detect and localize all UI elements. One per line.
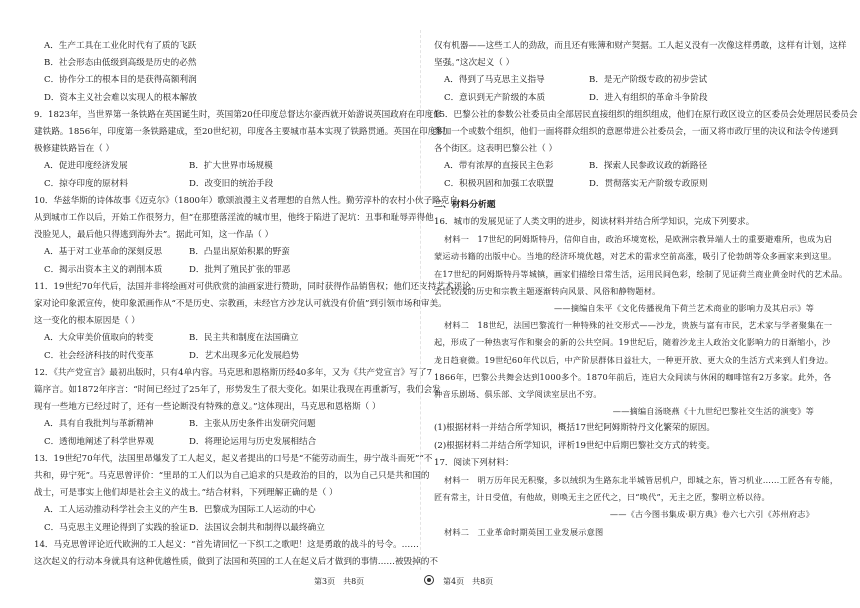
q13-option-d: D．法国议会制共和制得以最终确立	[189, 522, 325, 533]
q16-material-2-line: 龙日趋衰微。19世纪60年代以后，中产阶层群体日益壮大，一种更开放、更大众的生活方式来到人们身边。	[434, 354, 834, 365]
q11-stem-line: 家对论印象派宣传，使印象派画作从“不是历史、宗教画，未经官方沙龙认可就没有价值”到引领市场和审美。	[34, 299, 447, 310]
q17-material-1-source: ——《古今图书集成·职方典》卷六七六引《苏州府志》	[609, 509, 814, 520]
q17-material-1-line: 匠有常主，计日受值，有他故，则唤无主之匠代之，曰“唤代”，无主之匠，黎明立桥以待。	[434, 492, 770, 503]
q16-material-1-line: 去比较浅的历史和宗教主题逐渐转向风景、风俗和静物题材。	[434, 285, 661, 296]
q16-material-1-line: 材料一 17世纪的阿姆斯特丹，信仰自由，政治环境宽松，是欧洲宗教异端人士的重要避难所，也成为启	[444, 234, 833, 245]
q9-options-row	[34, 158, 416, 175]
q12-options-row	[34, 434, 416, 451]
q12-option-c: C．透彻地阐述了科学世界观	[44, 436, 154, 447]
page-number-left: 第3页 共8页	[314, 577, 365, 586]
q15-stem-line: 15．巴黎公社的参数公社委员由全部居民直接组织的组织组成，他们在原行政区设立的区委员会处理居民委员会	[434, 109, 858, 120]
section-title: 二、材料分析题	[434, 199, 496, 210]
q10-option-a: A．基于对工业革命的深刻反思	[44, 247, 162, 258]
binding-hole-icon	[424, 575, 434, 585]
q9-option-a: A．促进印度经济发展	[44, 161, 128, 172]
q13-option-c: C．马克思主义理论得到了实践的验证	[44, 522, 189, 533]
q17-intro: 17．阅读下列材料：	[434, 457, 514, 468]
q13-stem-line: 13．19世纪70年代，法国里昂爆发了工人起义，起义者提出的口号是“不能劳动而生，毋宁战斗而死”“不	[34, 453, 433, 464]
q12-option-b: B．主张从历史条件出发研究问题	[189, 419, 316, 430]
q8-option-c: C．协作分工的根本目的是获得高额利润	[44, 75, 197, 86]
q9-option-d: D．改变旧的统治手段	[189, 178, 274, 189]
q16-material-1-line: 在17世纪的阿姆斯特丹等城镇，画家们描绘日常生活，运用民间色彩，绘制了见证荷兰商业黄金时代的艺术品。	[434, 268, 848, 279]
q17-material-2-title: 材料二 工业革命时期英国工业发展示意图	[444, 526, 604, 537]
q11-option-b: B．民主共和制度在法国确立	[189, 333, 299, 344]
q15-option-a: A．带有浓厚的直接民主色彩	[444, 161, 554, 172]
q9-stem-line: 9．1823年，当世界第一条铁路在英国诞生时，英国第20任印度总督达尔豪西就开始游说英国政府在印度修	[34, 109, 442, 120]
q9-stem-line: 建铁路。1856年，印度第一条铁路建成，至20世纪初，印度各主要城市基本实现了铁路贯通。英国在印度积	[34, 127, 445, 138]
q14-stem-line: 14．马克思曾评论近代欧洲的工人起义：“首先请回忆一下织工之歌吧！这是勇敢的战斗的号令。……	[34, 539, 419, 550]
q14-options-row	[434, 72, 816, 89]
q16-material-2-line: 1866年，巴黎公共舞会达到1000多个。1870年前后，连启大众间读与休闲的咖啡馆有2万多家。此外，各	[434, 371, 832, 382]
q11-option-c: C．社会经济科技的时代变革	[44, 350, 154, 361]
right-page-column	[434, 38, 858, 541]
q11-stem-line: 11．19世纪70年代后，法国并非将绘画对可供欣赏的油画家进行赞助，同时获得作品销售权；他们还支持艺术评论	[34, 281, 471, 292]
q10-option-c: C．揭示出资本主义的剥削本质	[44, 264, 163, 275]
q16-requirement-1: (1)根据材料一并结合所学知识，概括17世纪阿姆斯特丹文化繁荣的原因。	[434, 423, 715, 434]
q12-option-d: D．将理论运用与历史发展相结合	[189, 436, 317, 447]
q8-option-d: D．资本主义社会难以实现人的根本解放	[44, 92, 197, 103]
q14-options-row	[434, 90, 816, 107]
q14-option-d: D．进入有组织的革命斗争阶段	[589, 92, 708, 103]
q9-stem-line: 极修建铁路旨在（ ）	[34, 144, 115, 155]
q9-options-row	[34, 176, 416, 193]
q10-stem-line: 从到城市工作以后，开始工作很努力，但“在那堕落淫流的城市里，他终于陷进了泥坑：丑事和耻辱弄得他	[34, 213, 434, 224]
q10-options-row	[34, 244, 416, 261]
q13-options-row	[34, 502, 416, 519]
q13-option-b: B．巴黎成为国际工人运动的中心	[189, 505, 316, 516]
q8-option-b: B．社会形态由低级到高级是历史的必然	[44, 58, 197, 69]
q14-stem-continued: 坚强。”这次起义（ ）	[434, 58, 515, 69]
q12-stem-line: 现有一些地方已经过时了，还有一些论断没有特殊的意义。”这体现出，马克思和恩格斯（ ）	[34, 402, 381, 413]
q15-option-d: D．贯彻落实无产阶级专政原则	[589, 178, 708, 189]
q15-options-row	[434, 176, 816, 193]
q11-stem-line: 这一变化的根本原因是（ ）	[34, 316, 140, 327]
q8-option-a: A．生产工具在工业化时代有了质的飞跃	[44, 41, 197, 51]
q16-material-2-line: 材料二 18世纪，法国巴黎流行一种特殊的社交形式——沙龙，贵族与富有市民，艺术家与学者聚集在一	[444, 320, 833, 331]
q16-material-2-line: 种音乐剧场、俱乐部、文学阅读室层出不穷。	[434, 389, 602, 400]
q10-options-row	[34, 262, 416, 279]
q10-option-d: D．批判了殖民扩张的罪恶	[189, 264, 291, 275]
q15-option-c: C．积极巩固和加强工农联盟	[444, 178, 554, 189]
q14-stem-line: 这次起义的行动本身就具有这种优越性质，做到了法国和英国的工人在起义后才做到的事情……被毁掉的不	[34, 557, 438, 568]
q11-option-d: D．艺术出现多元化发展趋势	[189, 350, 300, 361]
q16-requirement-2: (2)根据材料二并结合所学知识，评析19世纪中后期巴黎社交方式的转变。	[434, 440, 715, 451]
q10-option-b: B．凸显出原始积累的野蛮	[189, 247, 290, 258]
q17-material-1-line: 材料一 明万历年民无积聚，多以绒织为生路东北半城皆居机户，即城之东，皆习机业……工匠各有专能，	[444, 475, 839, 486]
q12-stem-line: 篇序言。如1872年序言：“时间已经过了25年了，形势发生了很大变化。如果让我现在再重新写，我们会发	[34, 385, 441, 396]
q11-options-row	[34, 330, 416, 347]
q13-stem-line: 战士，可是事实上他们却是社会主义的战士。”结合材料，下列理解正确的是（ ）	[34, 488, 338, 499]
q16-intro: 16．城市的发展见证了人类文明的进步，阅读材料并结合所学知识，完成下列要求。	[434, 217, 755, 228]
q12-stem-line: 12．《共产党宣言》最初出版时，只有4单内容。马克思和恩格斯历经40多年，又为《共产党宣言》写了7	[34, 367, 433, 378]
q15-options-row	[434, 158, 816, 175]
q15-stem-line: 参加一个或数个组织，他们一面将群众组织的意愿带进公社委员会，一面又将市政厅里的决议和法令传递到	[434, 127, 838, 138]
page-number-right: 第4页 共8页	[443, 577, 494, 586]
q16-material-1-source: ——摘编自朱平《文化传播视角下荷兰艺术商业的影响力及其启示》等	[553, 303, 814, 314]
q12-options-row	[34, 416, 416, 433]
q13-stem-line: 共和，毋宁死”。马克思曾评价：“里昂的工人们以为自己追求的只是政治的目的，以为自己只是共和国的	[34, 471, 430, 482]
q9-option-b: B．扩大世界市场规模	[189, 161, 273, 172]
q16-material-1-line: 蒙运动书籍的出版中心。当地的经济环境优越，对艺术的需求空前高涨，吸引了伦勃朗等众多画家来到这里。	[434, 251, 837, 262]
q12-option-a: A．具有自我批判与革新精神	[44, 419, 154, 430]
q14-stem-continued: 仅有机器——这些工人的劲敌，而且还有账簿和财产契据。工人起义没有一次像这样勇敢，这样有计划，这样	[434, 41, 847, 51]
q16-material-2-line: 起，形成了一种热衷写作和聚会的新的公共空间。19世纪后，随着沙龙主人政治文化影响力的日渐缩小，沙	[434, 337, 831, 348]
q14-option-c: C．意识到无产阶级的本质	[444, 92, 546, 103]
q10-stem-line: 10．华兹华斯的诗体故事《迈克尔》（1800年）歌颂浪漫主义者理想的自然人性。勤劳淳朴的农村小伙子路克自	[34, 195, 458, 206]
q14-option-b: B．是无产阶级专政的初步尝试	[589, 75, 708, 86]
q15-stem-line: 各个街区。这表明巴黎公社（ ）	[434, 144, 558, 155]
q16-material-2-source: ——摘编自汤晓燕《十九世纪巴黎社交生活的演变》等	[612, 406, 814, 417]
q13-options-row	[34, 520, 416, 537]
q15-option-b: B．探索人民参政议政的新路径	[589, 161, 708, 172]
q13-option-a: A．工人运动推动科学社会主义的产生	[44, 505, 188, 516]
q10-stem-line: 没脸见人，最后他只得逃到海外去”。据此可知，这一作品（ ）	[34, 230, 274, 241]
q11-options-row	[34, 348, 416, 365]
q14-option-a: A．得到了马克思主义指导	[444, 75, 545, 86]
q11-option-a: A．大众审美价值取向的转变	[44, 333, 154, 344]
q9-option-c: C．掠夺印度的原材料	[44, 178, 128, 189]
